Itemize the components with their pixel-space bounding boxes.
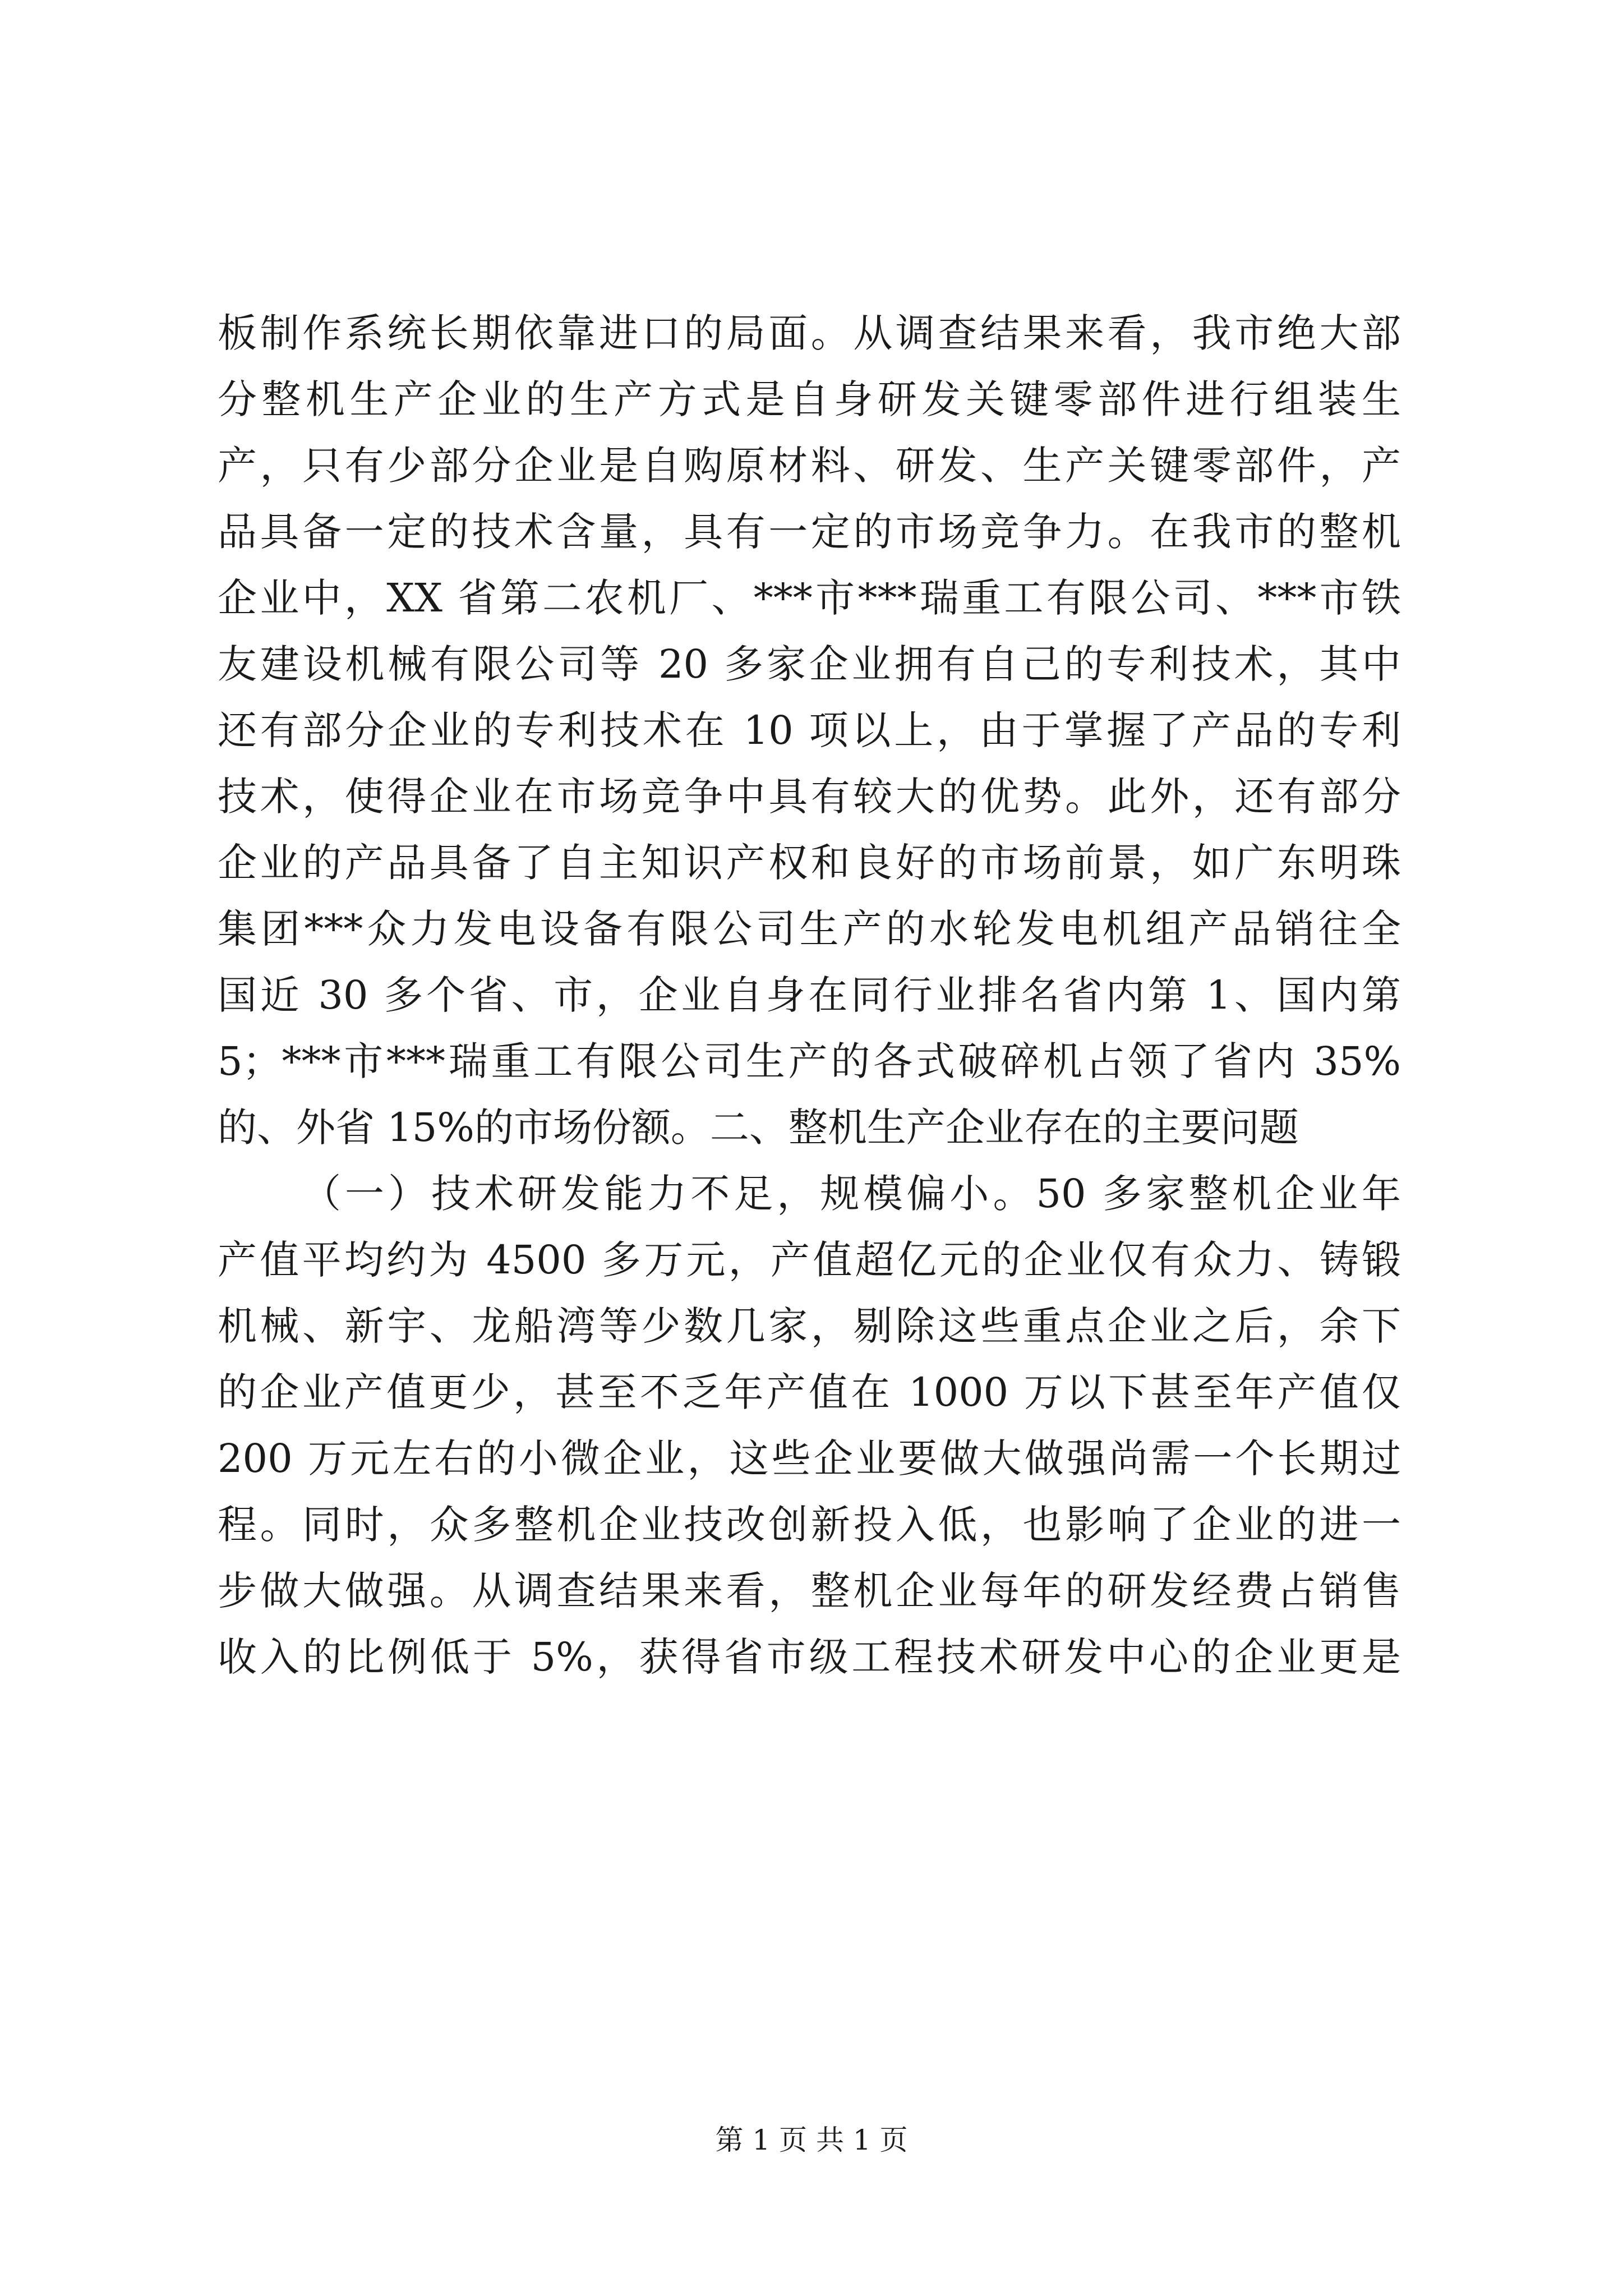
- text-line: 品具备一定的技术含量，具有一定的市场竞争力。在我市的整机: [218, 509, 1401, 555]
- text-line: 板制作系统长期依靠进口的局面。从调查结果来看，我市绝大部: [218, 310, 1401, 356]
- text-line: 友建设机械有限公司等 20 多家企业拥有自己的专利技术，其中: [218, 641, 1401, 687]
- text-line: 的企业产值更少，甚至不乏年产值在 1000 万以下甚至年产值仅: [218, 1369, 1401, 1415]
- section-heading-line: （一）技术研发能力不足，规模偏小。50 多家整机企业年: [302, 1171, 1401, 1217]
- text-line: 还有部分企业的专利技术在 10 项以上，由于掌握了产品的专利: [218, 707, 1401, 753]
- text-line: 200 万元左右的小微企业，这些企业要做大做强尚需一个长期过: [218, 1435, 1401, 1481]
- text-line: 5；***市***瑞重工有限公司生产的各式破碎机占领了省内 35%: [218, 1038, 1401, 1084]
- text-line: 机械、新宇、龙船湾等少数几家，剔除这些重点企业之后，余下: [218, 1303, 1401, 1349]
- text-line: 企业的产品具备了自主知识产权和良好的市场前景，如广东明珠: [218, 840, 1401, 886]
- text-line: 收入的比例低于 5%，获得省市级工程技术研发中心的企业更是: [218, 1634, 1401, 1680]
- text-line: 产值平均约为 4500 多万元，产值超亿元的企业仅有众力、铸锻: [218, 1237, 1401, 1283]
- text-line: 企业中，XX 省第二农机厂、***市***瑞重工有限公司、***市铁: [218, 575, 1401, 621]
- text-line: 产，只有少部分企业是自购原材料、研发、生产关键零部件，产: [218, 443, 1401, 489]
- text-line: 的、外省 15%的市场份额。二、整机生产企业存在的主要问题: [218, 1105, 1299, 1151]
- body-text: [218, 300, 1401, 1690]
- text-line: 程。同时，众多整机企业技改创新投入低，也影响了企业的进一: [218, 1502, 1401, 1548]
- text-line: 步做大做强。从调查结果来看，整机企业每年的研发经费占销售: [218, 1568, 1401, 1614]
- text-line: 国近 30 多个省、市，企业自身在同行业排名省内第 1、国内第: [218, 972, 1401, 1018]
- page-footer: 第 1 页 共 1 页: [715, 2124, 908, 2156]
- text-line: 技术，使得企业在市场竞争中具有较大的优势。此外，还有部分: [218, 774, 1401, 820]
- text-line: 分整机生产企业的生产方式是自身研发关键零部件进行组装生: [218, 376, 1401, 422]
- text-line: 集团***众力发电设备有限公司生产的水轮发电机组产品销往全: [218, 906, 1401, 952]
